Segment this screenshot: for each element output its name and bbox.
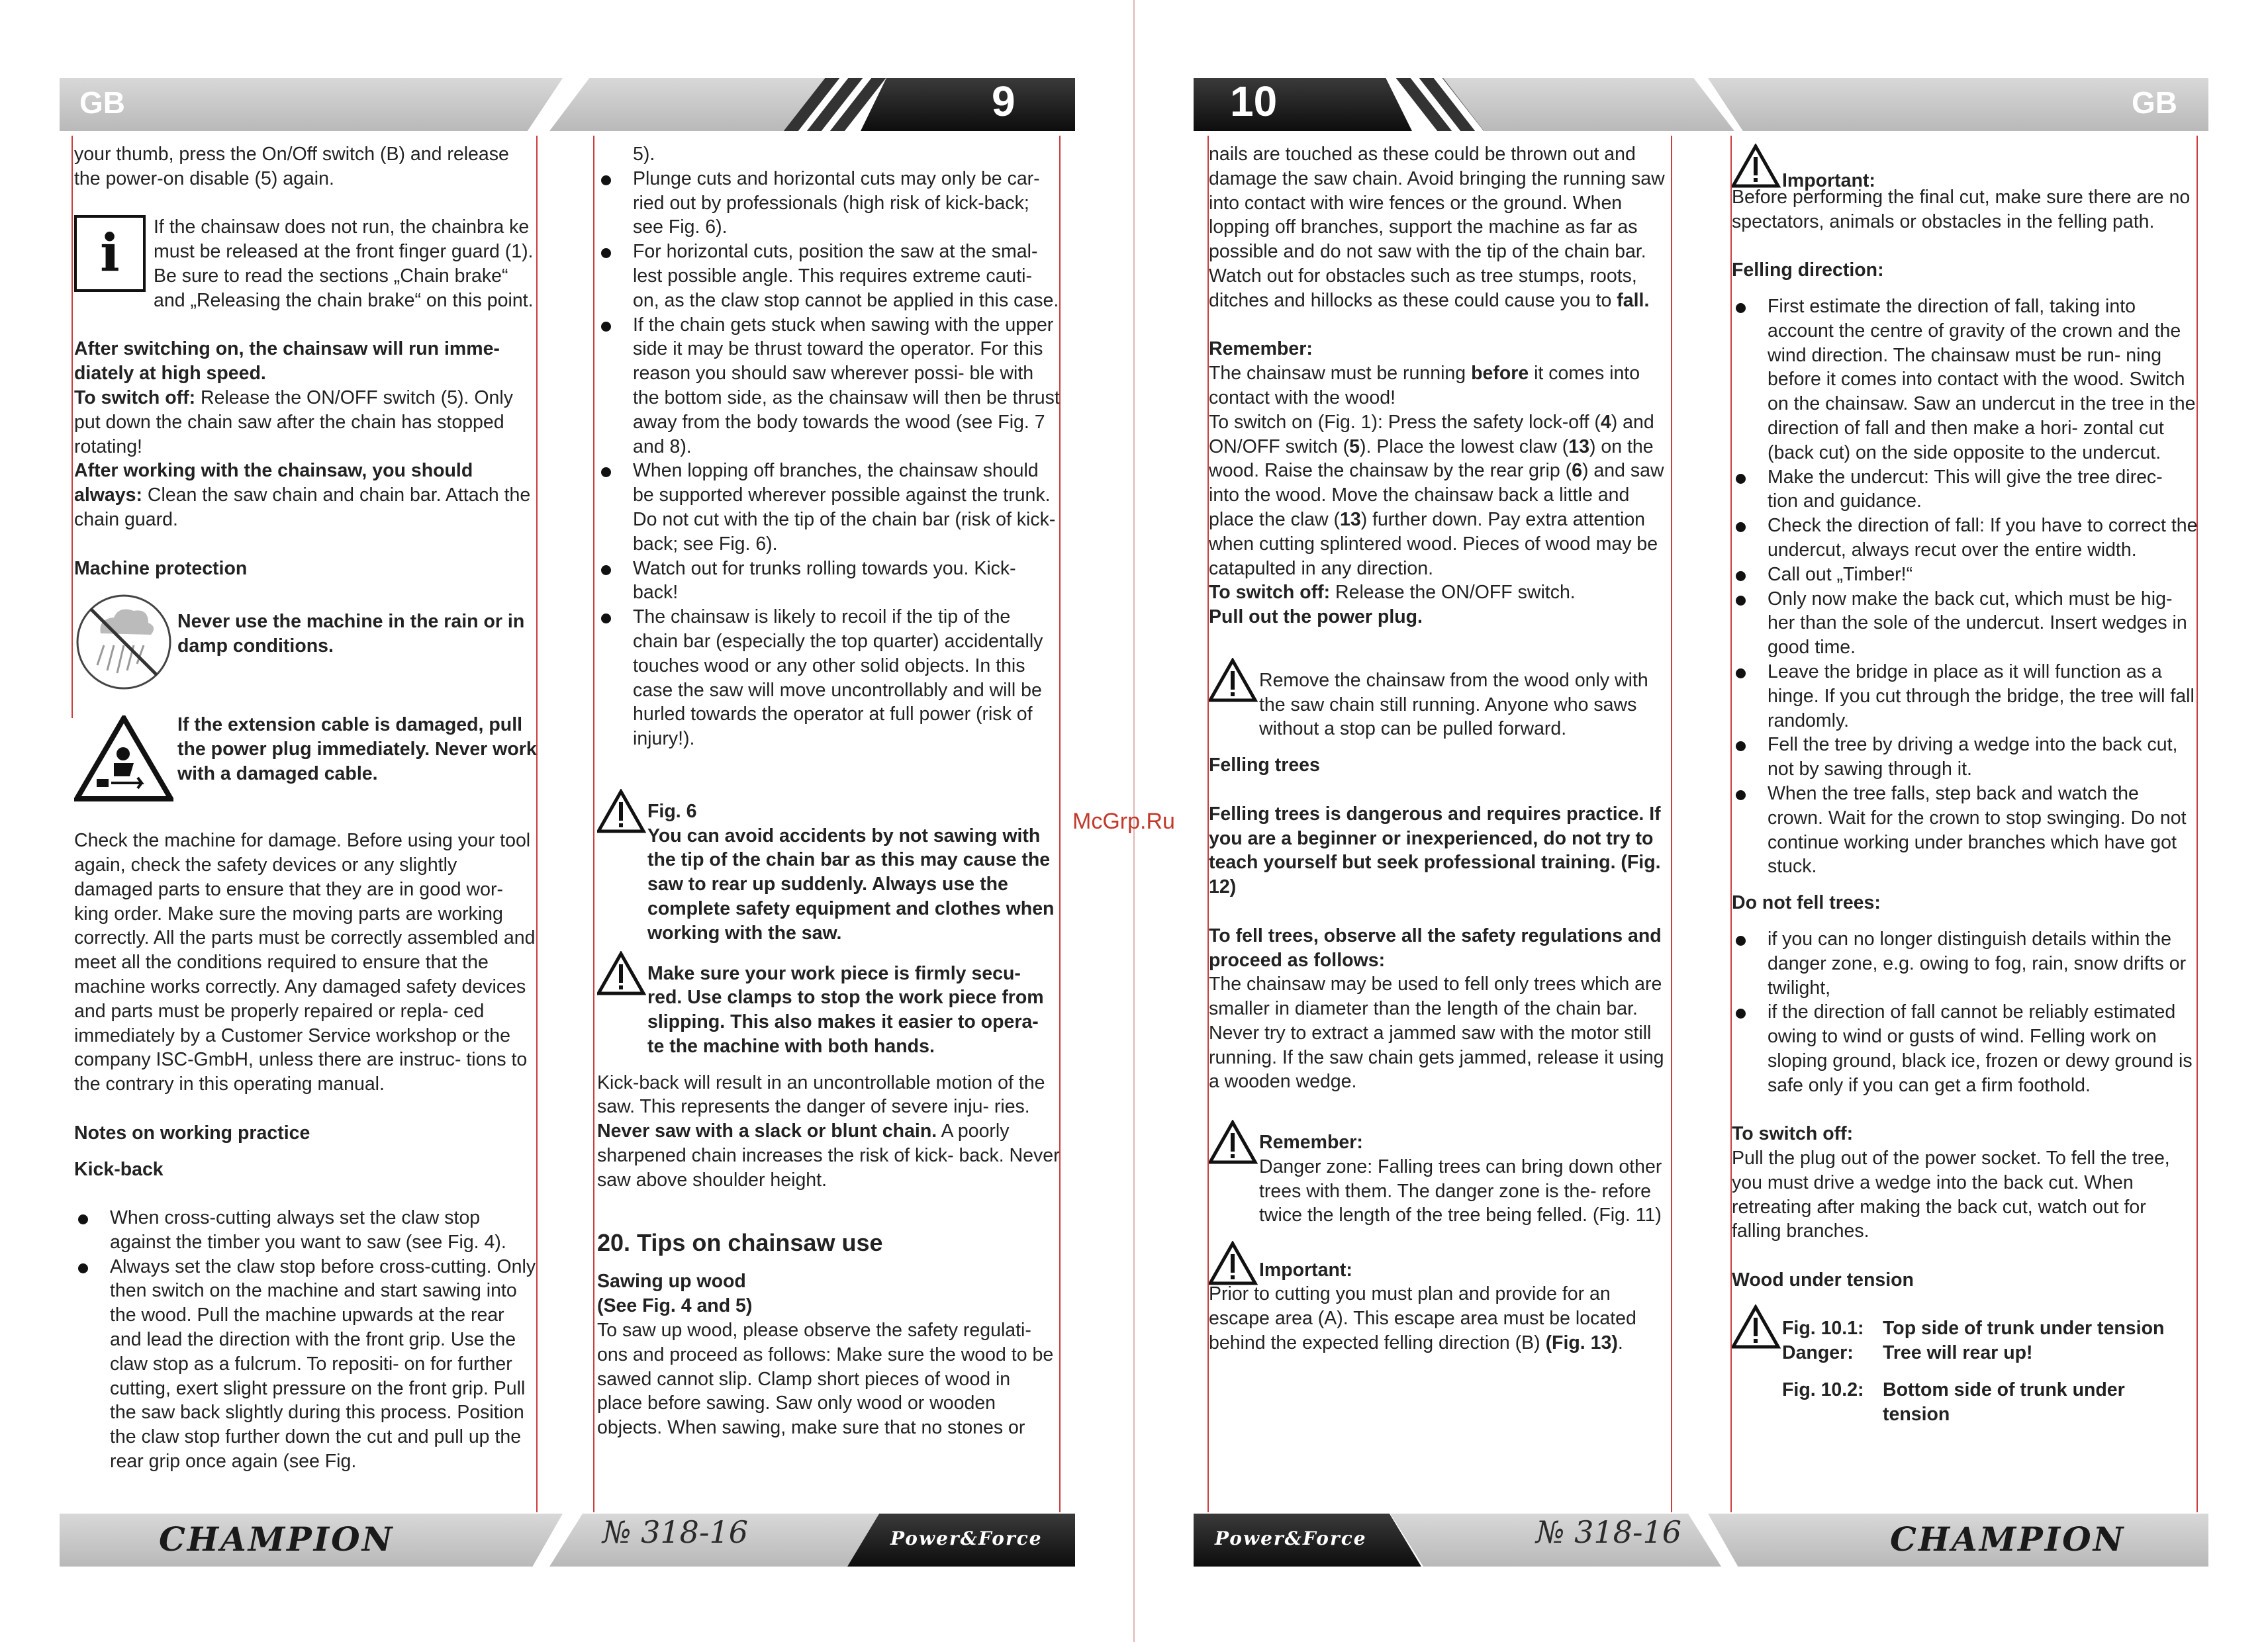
warning-icon bbox=[1732, 144, 1782, 190]
model-number: № 318-16 bbox=[602, 1514, 749, 1550]
do-not-fell-heading: Do not fell trees: bbox=[1732, 892, 1881, 914]
list-item: Always set the claw stop before cross-cutting. Only then switch on the machine and start sawing into the wood. Pull the machine upwards at the rear and lead the direction with the front grip. Use the claw stop as a fulcrum. To repositi- on for further cutting, exert slight pressure on the front grip. Pull the saw back slightly during this process. Position the claw stop further down the cut and pull up the rear grip once again (see Fig. bbox=[74, 1255, 538, 1474]
warning-icon bbox=[1209, 1241, 1259, 1287]
switch-on-text: To switch on (Fig. 1): Press the safety lock-off (4) and ON/OFF switch (5). Place the lowest claw (13) on the wood. Raise the chainsaw by the rear grip (6) and saw into the wood. Move the chainsaw back a little and place the claw (13) further down. Pay extra attention when cutting splintered wood. Pieces of wood may be catapulted in any direction. bbox=[1209, 411, 1664, 579]
list-item: Fell the tree by driving a wedge into the back cut, not by sawing through it. bbox=[1732, 733, 2198, 782]
list-item: The chainsaw is likely to recoil if the tip of the chain bar (especially the top quarter) accidentally touches wood or any other solid objects. In this case the saw will move uncontrollably and will be hurled towards the operator at full power (risk of injury!). bbox=[597, 605, 1061, 751]
after-work-paragraph: After working with the chainsaw, you should always: Clean the saw chain and chain bar. Attach the chain guard. bbox=[74, 460, 531, 530]
important-text: Prior to cutting you must plan and provide for an escape area (A). This escape area must be located behind the expected felling direction (B) (Fig. 13). bbox=[1209, 1283, 1636, 1353]
list-item: if the direction of fall cannot be reliably estimated owing to wind or gusts of wind. Felling work on sloping ground, black ice, frozen or dewy ground is safe only if you can get a firm foothold. bbox=[1732, 1000, 2198, 1097]
champion-logo: CHAMPION bbox=[159, 1520, 395, 1559]
kickback-bullets bbox=[74, 1206, 538, 1474]
no-rain-icon bbox=[74, 592, 173, 692]
do-not-fell-bullets bbox=[1732, 927, 2198, 1098]
fig102-label: Fig. 10.2: bbox=[1782, 1379, 1864, 1401]
list-item: Only now make the back cut, which must be hig- her than the sole of the undercut. Insert wedges in good time. bbox=[1732, 587, 2198, 660]
cable-warning-text: If the extension cable is damaged, pull the power plug immediately. Never work with a damaged cable. bbox=[177, 714, 537, 784]
list-item: For horizontal cuts, position the saw at the smal- lest possible angle. This requires extreme cauti- on, as the claw stop cannot be applied in this case. bbox=[597, 240, 1061, 312]
fig6-text: You can avoid accidents by not sawing with the tip of the chain bar as this may cause the saw to rear up suddenly. Always use the complete safety equipment and clothes when working with the saw. bbox=[647, 825, 1055, 944]
danger-label: Danger: bbox=[1782, 1342, 1854, 1363]
list-item: Leave the bridge in place as it will function as a hinge. If you cut through the bridge, the tree will fall randomly. bbox=[1732, 660, 2198, 733]
switch-off-heading: To switch off: bbox=[1732, 1123, 1854, 1145]
info-icon: i bbox=[74, 215, 146, 292]
secure-text: Make sure your work piece is firmly secu- red. Use clamps to stop the work piece from slipping. This also makes it easier to opera- te the machine with both hands. bbox=[647, 962, 1044, 1057]
after-switch-on: After switching on, the chainsaw will run imme- diately at high speed. bbox=[74, 338, 500, 385]
fig6-warning bbox=[597, 788, 1061, 946]
important-text: Before performing the final cut, make sure there are no spectators, animals or obstacles in the felling path. bbox=[1732, 186, 2191, 232]
pull-plug-text: Pull out the power plug. bbox=[1209, 606, 1423, 628]
felling-danger-text: Felling trees is dangerous and requires practice. If you are a beginner or inexperienced, do not try to teach yourself but seek professional training. (Fig. 12) bbox=[1209, 803, 1661, 898]
list-item: First estimate the direction of fall, taking into account the centre of gravity of the crown and the wind direction. The chainsaw must be run- ning before it comes into contact with the wood. Switch on the chainsaw. Saw an undercut in the tree in the direction of fall and then make a hori- zontal cut (back cut) on the side opposite to the undercut. bbox=[1732, 295, 2198, 465]
damage-check-text: Check the machine for damage. Before using your tool again, check the safety devices or any slightly damaged parts to ensure that they are in good wor- king order. Make sure the moving parts are working correctly. All the parts must be correctly assembled and meet all the conditions required to ensure that the machine works correctly. Any damaged safety devices and parts must be properly repaired or repla- ced immediately by a Customer Service workshop or the company ISC-GmbH, unless there are instruc- tions to the contrary in this operating manual. bbox=[74, 830, 536, 1095]
important-label: Important: bbox=[1259, 1259, 1352, 1281]
switch-off-paragraph: To switch off: Release the ON/OFF switch (5). Only put down the chain saw after the chain has stopped rotating! bbox=[74, 387, 513, 457]
observe-text: The chainsaw may be used to fell only trees which are smaller in diameter than the length of the chain bar. Never try to extract a jammed saw with the motor still running. If the saw chain gets jammed, release it using a wooden wedge. bbox=[1209, 974, 1664, 1093]
sawing-text: To saw up wood, please observe the safety regulati- ons and proceed as follows: Make sure the wood to be sawed cannot slip. Clamp short pieces of wood in place before sawing. Saw only wood or wooden objects. When sawing, make sure that no stones or bbox=[597, 1320, 1054, 1439]
working-practice-heading: Notes on working practice bbox=[74, 1122, 310, 1144]
warning-icon bbox=[597, 789, 647, 835]
remember-text: The chainsaw must be running before it comes into contact with the wood! bbox=[1209, 363, 1640, 408]
column-rule bbox=[593, 136, 594, 1512]
felling-direction-bullets bbox=[1732, 295, 2198, 879]
sawing-heading: Sawing up wood (See Fig. 4 and 5) bbox=[597, 1271, 753, 1317]
remember2-text: Danger zone: Falling trees can bring down other trees with them. The danger zone is the- refore twice the length of the tree being felled. (Fig. 11) bbox=[1259, 1156, 1662, 1226]
page-10-number: 10 bbox=[1230, 77, 1278, 125]
watermark: McGrp.Ru bbox=[1072, 809, 1175, 834]
warning-icon bbox=[1209, 658, 1259, 704]
page-9-column-1 bbox=[74, 142, 538, 1474]
fig101-text: Top side of trunk under tension bbox=[1883, 1317, 2165, 1339]
secure-warning bbox=[597, 950, 1061, 1059]
rain-warning-text: Never use the machine in the rain or in damp conditions. bbox=[177, 611, 525, 657]
fig6-label: Fig. 6 bbox=[647, 800, 697, 822]
kickback-heading: Kick-back bbox=[74, 1158, 164, 1180]
champion-logo: CHAMPION bbox=[1890, 1520, 2126, 1559]
intro-text: your thumb, press the On/Off switch (B) and release the power-on disable (5) again. bbox=[74, 144, 509, 189]
column-rule bbox=[71, 136, 73, 718]
info-note-text: If the chainsaw does not run, the chainbra ke must be released at the front finger guard (1). Be sure to read the sections „Chain brake“ and „Releasing the chain brake“ on this point. bbox=[154, 216, 534, 311]
list-item: Call out „Timber!“ bbox=[1732, 563, 2198, 587]
continued-text: 5). bbox=[633, 144, 655, 165]
observe-heading: To fell trees, observe all the safety regulations and proceed as follows: bbox=[1209, 925, 1662, 971]
list-item: Watch out for trunks rolling towards you. Kick-back! bbox=[597, 557, 1061, 606]
page-10-language-tag: GB bbox=[2132, 85, 2177, 120]
page-9-column-2 bbox=[597, 142, 1061, 1440]
cable-warning bbox=[74, 713, 538, 801]
power-force-logo: Power&Force bbox=[1215, 1528, 1367, 1549]
switch-off-text: To switch off: Release the ON/OFF switch. bbox=[1209, 582, 1576, 604]
remember2-label: Remember: bbox=[1259, 1132, 1363, 1154]
info-note bbox=[74, 215, 538, 312]
warning-icon bbox=[597, 951, 647, 997]
electric-hazard-icon bbox=[74, 715, 173, 801]
list-item: if you can no longer distinguish details within the danger zone, e.g. owing to fog, rain, snow drifts or twilight, bbox=[1732, 927, 2198, 1000]
wood-tension-heading: Wood under tension bbox=[1732, 1269, 1914, 1291]
page-10-column-2 bbox=[1732, 142, 2198, 1427]
list-item: Check the direction of fall: If you have to correct the undercut, always recut over the entire width. bbox=[1732, 514, 2198, 563]
fig101-label: Fig. 10.1: bbox=[1782, 1317, 1864, 1339]
section-20-title: 20. Tips on chainsaw use bbox=[597, 1229, 883, 1257]
remove-warning bbox=[1209, 657, 1674, 741]
power-force-logo: Power&Force bbox=[890, 1528, 1043, 1549]
list-item: If the chain gets stuck when sawing with the upper side it may be thrust toward the operator. For this reason you should saw wherever possi- ble with the bottom side, as the chainsaw will then be thrust away from the body towards the wood (see Fig. 7 and 8). bbox=[597, 313, 1061, 459]
fig102-text: Bottom side of trunk under tension bbox=[1883, 1379, 2125, 1426]
continued-text: nails are touched as these could be thrown out and damage the saw chain. Avoid bringing the running saw into contact with wire fences or the ground. When lopping off branches, support the machine as far as possible and do not saw with the tip of the chain bar. Watch out for obstacles such as tree stumps, roots, ditches and hillocks as these could cause you to fall. bbox=[1209, 144, 1665, 311]
warning-icon bbox=[1732, 1304, 1782, 1351]
machine-protection-heading: Machine protection bbox=[74, 557, 248, 579]
remember-heading: Remember: bbox=[1209, 338, 1313, 360]
list-item: Plunge cuts and horizontal cuts may only be car- ried out by professionals (high risk of kick-back; see Fig. 6). bbox=[597, 167, 1061, 240]
tension-figure-notes bbox=[1732, 1304, 2198, 1427]
kickback-result-text: Kick-back will result in an uncontrollable motion of the saw. This represents the danger of severe inju- ries. Never saw with a slack or blunt chain. A poorly sharpened chain increases the risk of kick- back. Never saw above shoulder height. bbox=[597, 1072, 1060, 1191]
list-item: Make the undercut: This will give the tree direc- tion and guidance. bbox=[1732, 465, 2198, 514]
model-number: № 318-16 bbox=[1536, 1514, 1682, 1550]
page-10-column-1 bbox=[1209, 142, 1674, 1355]
list-item: When the tree falls, step back and watch the crown. Wait for the crown to stop swinging. Do not continue working under branches which have got stuck. bbox=[1732, 782, 2198, 879]
felling-trees-heading: Felling trees bbox=[1209, 754, 1320, 776]
list-item: When cross-cutting always set the claw stop against the timber you want to saw (see Fig. 4). bbox=[74, 1206, 538, 1255]
felling-direction-heading: Felling direction: bbox=[1732, 259, 1884, 281]
danger-text: Tree will rear up! bbox=[1883, 1342, 2033, 1363]
important-escape bbox=[1209, 1240, 1674, 1287]
switch-off-text: Pull the plug out of the power socket. To fell the tree, you must drive a wedge into the back cut. When retreating after making the back cut, watch out for falling branches. bbox=[1732, 1148, 2170, 1242]
page-9-language-tag: GB bbox=[79, 85, 125, 120]
remember-danger-zone bbox=[1209, 1118, 1674, 1228]
cutting-bullets bbox=[597, 167, 1061, 751]
list-item: When lopping off branches, the chainsaw should be supported wherever possible against the trunk. Do not cut with the tip of the chain bar (risk of kick-back; see Fig. 6). bbox=[597, 459, 1061, 556]
rain-warning bbox=[74, 592, 538, 692]
page-9-number: 9 bbox=[992, 77, 1016, 125]
important-label: Important: bbox=[1782, 170, 1875, 191]
warning-icon bbox=[1209, 1120, 1259, 1166]
remove-warning-text: Remove the chainsaw from the wood only with the saw chain still running. Anyone who saws without a stop can be pulled forward. bbox=[1259, 669, 1648, 740]
